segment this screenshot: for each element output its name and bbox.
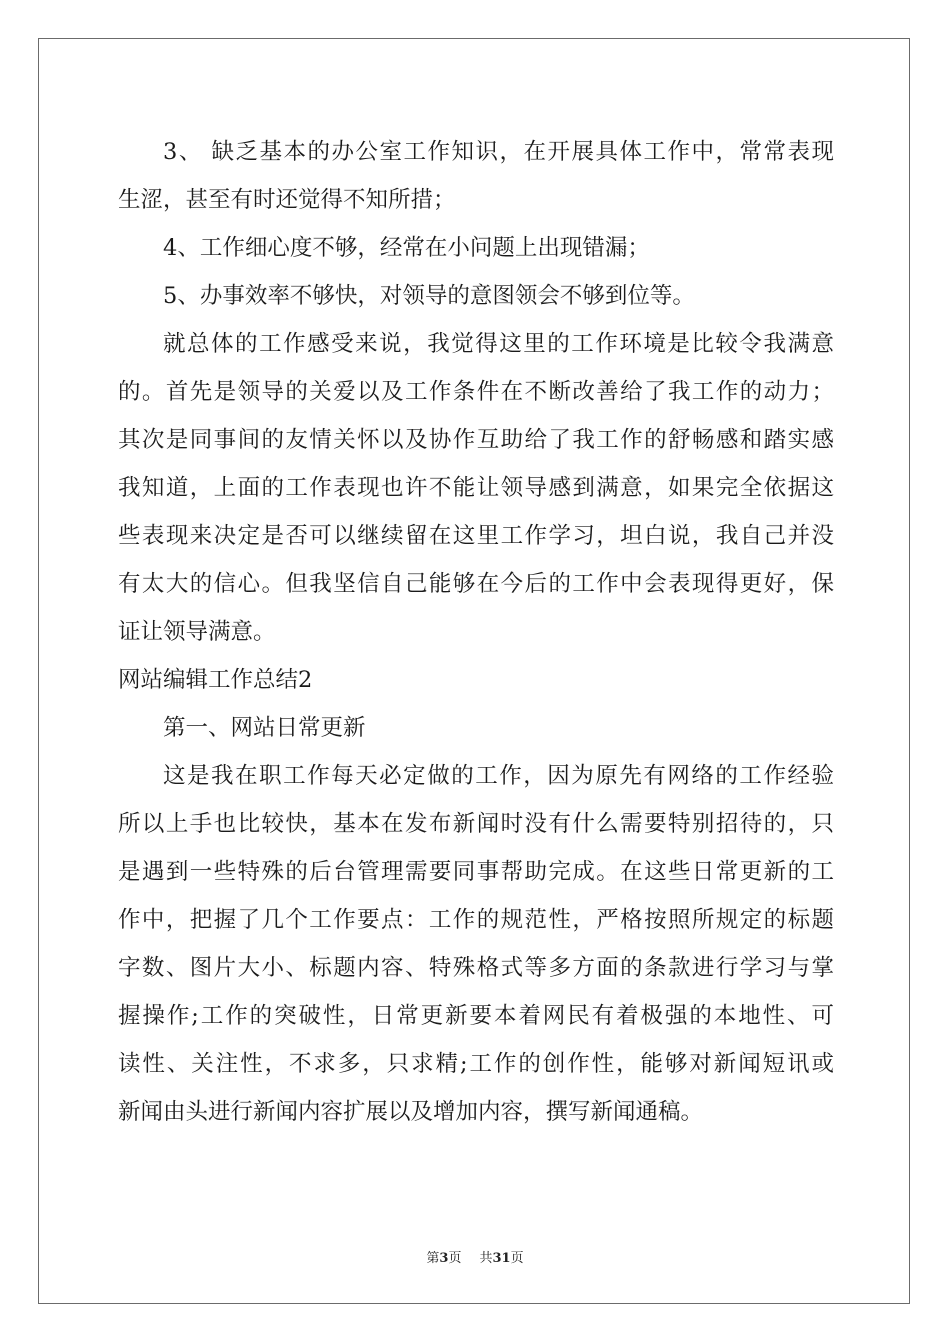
text-line: 4、工作细心度不够，经常在小问题上出现错漏； [163, 235, 650, 261]
text-line: 读性、关注性，不求多，只求精;工作的创作性，能够对新闻短讯或 [118, 1051, 834, 1077]
text-line: 的。首先是领导的关爱以及工作条件在不断改善给了我工作的动力； [118, 379, 834, 405]
text-line: 新闻由头进行新闻内容扩展以及增加内容，撰写新闻通稿。 [118, 1099, 704, 1125]
text-line: 证让领导满意。 [118, 619, 276, 645]
page-footer [0, 1247, 950, 1266]
total-pages: 31 [492, 1251, 511, 1266]
text-line: 字数、图片大小、标题内容、特殊格式等多方面的条款进行学习与掌 [118, 955, 834, 981]
text-line: 所以上手也比较快，基本在发布新闻时没有什么需要特别招待的，只 [118, 811, 834, 837]
document-body [118, 128, 834, 1136]
text-line: 是遇到一些特殊的后台管理需要同事帮助完成。在这些日常更新的工 [118, 859, 834, 885]
text-line: 第一、网站日常更新 [163, 715, 366, 741]
text-line: 握操作;工作的突破性，日常更新要本着网民有着极强的本地性、可 [118, 1003, 834, 1029]
text-line: 作中，把握了几个工作要点：工作的规范性，严格按照所规定的标题 [118, 907, 834, 933]
text-line: 其次是同事间的友情关怀以及协作互助给了我工作的舒畅感和踏实感 [118, 427, 834, 453]
page-suffix: 页 [448, 1251, 462, 1266]
text-line: 3、 缺乏基本的办公室工作知识，在开展具体工作中，常常表现 [163, 139, 834, 165]
text-line: 5、办事效率不够快，对领导的意图领会不够到位等。 [163, 283, 695, 309]
text-line: 这是我在职工作每天必定做的工作，因为原先有网络的工作经验 [163, 763, 834, 789]
text-line: 网站编辑工作总结2 [118, 667, 313, 693]
page-prefix: 第 [426, 1251, 440, 1266]
total-prefix: 共 [479, 1251, 493, 1266]
text-line: 生涩，甚至有时还觉得不知所措； [118, 187, 456, 213]
total-suffix: 页 [510, 1251, 524, 1266]
page-number: 3 [439, 1251, 449, 1266]
text-line: 有太大的信心。但我坚信自己能够在今后的工作中会表现得更好，保 [118, 571, 834, 597]
text-line: 些表现来决定是否可以继续留在这里工作学习，坦白说，我自己并没 [118, 523, 834, 549]
text-line: 我知道，上面的工作表现也许不能让领导感到满意，如果完全依据这 [118, 475, 834, 501]
text-line: 就总体的工作感受来说，我觉得这里的工作环境是比较令我满意 [163, 331, 834, 357]
